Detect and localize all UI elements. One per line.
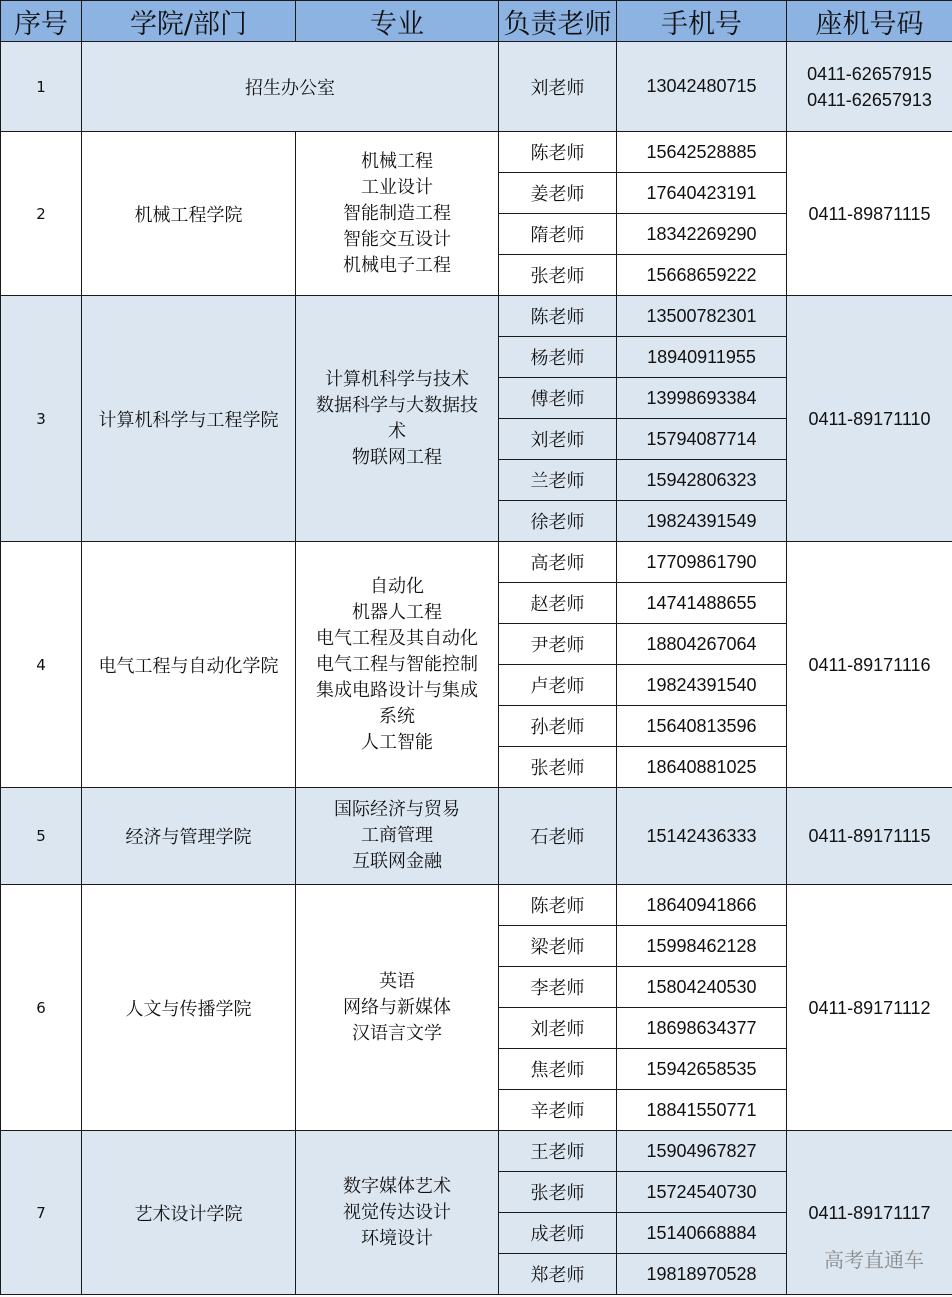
major-line: 英语 [379, 970, 415, 992]
teacher-cell: 张老师 [499, 255, 617, 296]
table-row [1, 542, 952, 583]
mobile-cell: 15724540730 [617, 1172, 787, 1213]
department-cell: 机械工程学院 [82, 132, 296, 296]
teacher-cell: 赵老师 [499, 583, 617, 624]
mobile-cell: 18804267064 [617, 624, 787, 665]
major-line: 网络与新媒体 [343, 996, 451, 1018]
teacher-cell: 卢老师 [499, 665, 617, 706]
table-row [1, 132, 952, 173]
mobile-cell: 19824391549 [617, 501, 787, 542]
major-line: 系统 [379, 705, 415, 727]
major-line: 汉语言文学 [352, 1022, 442, 1044]
department-cell: 招生办公室 [82, 42, 499, 132]
teacher-cell: 王老师 [499, 1131, 617, 1172]
department-cell: 计算机科学与工程学院 [82, 296, 296, 542]
landline-number: 0411-89171115 [808, 826, 931, 846]
landline-cell [787, 132, 952, 296]
mobile-cell: 15794087714 [617, 419, 787, 460]
department-cell: 人文与传播学院 [82, 885, 296, 1131]
mobile-cell: 15942658535 [617, 1049, 787, 1090]
mobile-cell: 15140668884 [617, 1213, 787, 1254]
major-line: 数据科学与大数据技 [316, 394, 478, 416]
majors-cell [296, 788, 499, 885]
teacher-cell: 傅老师 [499, 378, 617, 419]
majors-cell [296, 132, 499, 296]
teacher-cell: 张老师 [499, 1172, 617, 1213]
table-row [1, 1131, 952, 1172]
table-row [1, 42, 952, 132]
majors-cell [296, 885, 499, 1131]
major-line: 机器人工程 [352, 601, 442, 623]
major-line: 环境设计 [361, 1227, 433, 1249]
mobile-cell: 17709861790 [617, 542, 787, 583]
mobile-cell: 19818970528 [617, 1254, 787, 1295]
header-landline: 座机号码 [787, 1, 952, 42]
majors-cell [296, 542, 499, 788]
row-index: 4 [1, 542, 82, 788]
row-index: 2 [1, 132, 82, 296]
teacher-cell: 姜老师 [499, 173, 617, 214]
header-row [1, 1, 952, 42]
majors-cell [296, 296, 499, 542]
landline-number: 0411-89171116 [808, 654, 931, 675]
major-line: 国际经济与贸易 [334, 799, 460, 820]
major-line: 物联网工程 [352, 446, 442, 468]
teacher-cell: 高老师 [499, 542, 617, 583]
major-line: 自动化 [370, 575, 424, 597]
mobile-cell: 15804240530 [617, 967, 787, 1008]
landline-number: 0411-62657913 [807, 89, 932, 110]
teacher-cell: 兰老师 [499, 460, 617, 501]
major-line: 智能制造工程 [343, 202, 451, 224]
mobile-cell: 15142436333 [617, 788, 787, 885]
major-line: 电气工程与智能控制 [316, 653, 478, 675]
mobile-cell: 13998693384 [617, 378, 787, 419]
major-line: 机械电子工程 [343, 254, 451, 276]
mobile-cell: 15668659222 [617, 255, 787, 296]
header-major: 专业 [296, 1, 499, 42]
majors-cell [296, 1131, 499, 1295]
mobile-cell: 18940911955 [617, 337, 787, 378]
mobile-cell: 18640881025 [617, 747, 787, 788]
landline-number: 0411-89171117 [808, 1202, 931, 1223]
table-row [1, 885, 952, 926]
mobile-cell: 13042480715 [617, 42, 787, 132]
major-line: 视觉传达设计 [343, 1201, 451, 1223]
table-body [1, 42, 952, 1295]
teacher-cell: 陈老师 [499, 885, 617, 926]
header-department: 学院/部门 [82, 1, 296, 42]
row-index: 7 [1, 1131, 82, 1295]
teacher-cell: 张老师 [499, 747, 617, 788]
mobile-cell: 15998462128 [617, 926, 787, 967]
teacher-cell: 刘老师 [499, 1008, 617, 1049]
mobile-cell: 18841550771 [617, 1090, 787, 1131]
major-line: 互联网金融 [352, 851, 442, 872]
mobile-cell: 15942806323 [617, 460, 787, 501]
teacher-cell: 焦老师 [499, 1049, 617, 1090]
row-index: 6 [1, 885, 82, 1131]
teacher-cell: 成老师 [499, 1213, 617, 1254]
row-index: 5 [1, 788, 82, 885]
teacher-cell: 辛老师 [499, 1090, 617, 1131]
landline-number: 0411-89171112 [808, 997, 931, 1018]
mobile-cell: 13500782301 [617, 296, 787, 337]
mobile-cell: 18640941866 [617, 885, 787, 926]
major-line: 电气工程及其自动化 [316, 627, 478, 649]
teacher-cell: 郑老师 [499, 1254, 617, 1295]
teacher-cell: 尹老师 [499, 624, 617, 665]
teacher-cell: 杨老师 [499, 337, 617, 378]
landline-cell [787, 542, 952, 788]
landline-cell [787, 42, 952, 132]
row-index: 1 [1, 42, 82, 132]
teacher-cell: 石老师 [499, 788, 617, 885]
mobile-cell: 14741488655 [617, 583, 787, 624]
teacher-cell: 梁老师 [499, 926, 617, 967]
table-row [1, 788, 952, 885]
teacher-cell: 李老师 [499, 967, 617, 1008]
header-index: 序号 [1, 1, 82, 42]
department-cell: 艺术设计学院 [82, 1131, 296, 1295]
teacher-cell: 徐老师 [499, 501, 617, 542]
watermark: 高考直通车 [824, 1248, 924, 1272]
landline-cell [787, 296, 952, 542]
landline-number: 0411-62657915 [807, 63, 932, 84]
header-teacher: 负责老师 [499, 1, 617, 42]
mobile-cell: 15640813596 [617, 706, 787, 747]
teacher-cell: 刘老师 [499, 419, 617, 460]
mobile-cell: 18698634377 [617, 1008, 787, 1049]
major-line: 智能交互设计 [343, 228, 451, 250]
teacher-cell: 隋老师 [499, 214, 617, 255]
major-line: 集成电路设计与集成 [316, 679, 478, 701]
landline-cell [787, 885, 952, 1131]
mobile-cell: 18342269290 [617, 214, 787, 255]
landline-number: 0411-89871115 [808, 203, 931, 224]
landline-number: 0411-89171110 [808, 408, 931, 429]
teacher-cell: 刘老师 [499, 42, 617, 132]
mobile-cell: 19824391540 [617, 665, 787, 706]
teacher-cell: 陈老师 [499, 296, 617, 337]
table-row [1, 296, 952, 337]
landline-cell [787, 788, 952, 885]
row-index: 3 [1, 296, 82, 542]
major-line: 工商管理 [361, 825, 433, 846]
mobile-cell: 17640423191 [617, 173, 787, 214]
major-line: 人工智能 [361, 731, 433, 753]
teacher-cell: 孙老师 [499, 706, 617, 747]
mobile-cell: 15904967827 [617, 1131, 787, 1172]
teacher-cell: 陈老师 [499, 132, 617, 173]
header-mobile: 手机号 [617, 1, 787, 42]
major-line: 机械工程 [361, 150, 433, 172]
major-line: 工业设计 [361, 176, 433, 198]
major-line: 数字媒体艺术 [343, 1175, 451, 1197]
department-cell: 经济与管理学院 [82, 788, 296, 885]
major-line: 术 [388, 420, 406, 442]
mobile-cell: 15642528885 [617, 132, 787, 173]
department-cell: 电气工程与自动化学院 [82, 542, 296, 788]
major-line: 计算机科学与技术 [325, 368, 469, 390]
